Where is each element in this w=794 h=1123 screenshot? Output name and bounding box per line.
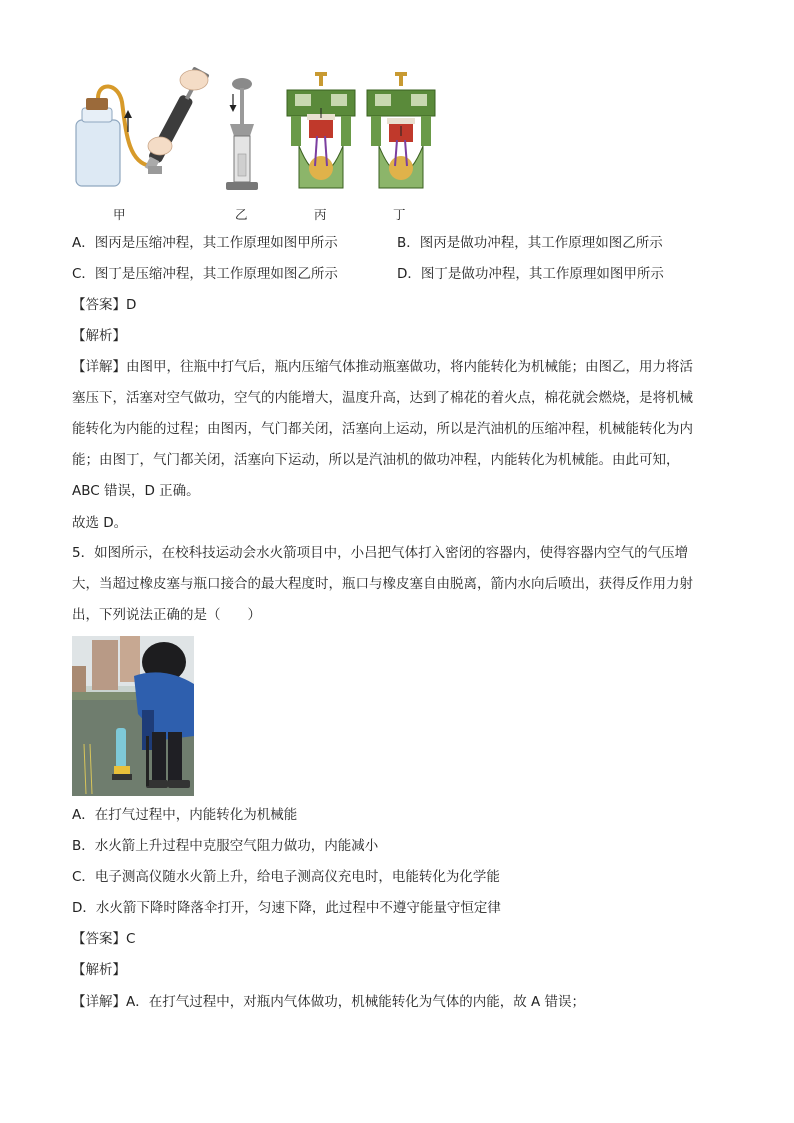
q5-option-a: A．在打气过程中，内能转化为机械能	[72, 807, 298, 823]
q5-stem-line: 5．如图所示，在校科技运动会水火箭项目中，小吕把气体打入密闭的容器内，使得容器内空气的气压增	[72, 545, 689, 561]
q5-detail: 【详解】A．在打气过程中，对瓶内气体做功，机械能转化为气体的内能，故 A 错误；	[72, 994, 586, 1010]
q5-answer: 【答案】C	[72, 931, 136, 947]
q4-detail-line: 塞压下，活塞对空气做功，空气的内能增大，温度升高，达到了棉花的着火点，棉花就会燃烧，是将机械	[72, 390, 693, 406]
figure-label-yi: 乙	[235, 207, 248, 222]
q4-detail-line: 能转化为内能的过程；由图丙，气门都关闭，活塞向上运动，所以是汽油机的压缩冲程，机械能转化为内	[72, 421, 693, 437]
q4-conclusion: 故选 D。	[72, 515, 128, 531]
figure-yi-compression-cylinder	[224, 76, 260, 194]
q4-answer: 【答案】D	[72, 297, 137, 313]
q5-photo-water-rocket	[72, 636, 194, 796]
q5-analysis-heading: 【解析】	[72, 962, 126, 978]
q5-stem-line: 出，下列说法正确的是（ ）	[72, 607, 261, 623]
q4-detail-line: ABC 错误，D 正确。	[72, 483, 200, 499]
q4-option-c: C．图丁是压缩冲程，其工作原理如图乙所示	[72, 266, 338, 282]
figure-bing-engine-compression	[285, 70, 357, 196]
q4-detail-line: 【详解】由图甲，往瓶中打气后，瓶内压缩气体推动瓶塞做功，将内能转化为机械能；由图乙，用力将活	[72, 359, 693, 375]
q4-option-b: B．图丙是做功冲程，其工作原理如图乙所示	[397, 235, 663, 251]
figure-label-ding: 丁	[393, 207, 406, 222]
q4-option-a: A．图丙是压缩冲程，其工作原理如图甲所示	[72, 235, 338, 251]
q5-option-b: B．水火箭上升过程中克服空气阻力做功，内能减小	[72, 838, 379, 854]
q5-option-c: C．电子测高仪随水火箭上升，给电子测高仪充电时，电能转化为化学能	[72, 869, 500, 885]
figure-jia-bottle-pump	[68, 62, 216, 194]
q4-detail	[72, 352, 732, 507]
q4-analysis-heading: 【解析】	[72, 328, 126, 344]
q5-stem-line: 大，当超过橡皮塞与瓶口接合的最大程度时，瓶口与橡皮塞自由脱离，箭内水向后喷出，获得反作用力射	[72, 576, 693, 592]
figure-label-bing: 丙	[314, 207, 327, 222]
q5-stem	[72, 538, 732, 631]
figure-ding-engine-power	[365, 70, 437, 196]
q4-option-d: D．图丁是做功冲程，其工作原理如图甲所示	[397, 266, 664, 282]
q4-detail-line: 能；由图丁，气门都关闭，活塞向下运动，所以是汽油机的做功冲程，内能转化为机械能。由此可知，	[72, 452, 680, 468]
q5-option-d: D．水火箭下降时降落伞打开，匀速下降，此过程中不遵守能量守恒定律	[72, 900, 501, 916]
figure-label-jia: 甲	[113, 207, 126, 222]
